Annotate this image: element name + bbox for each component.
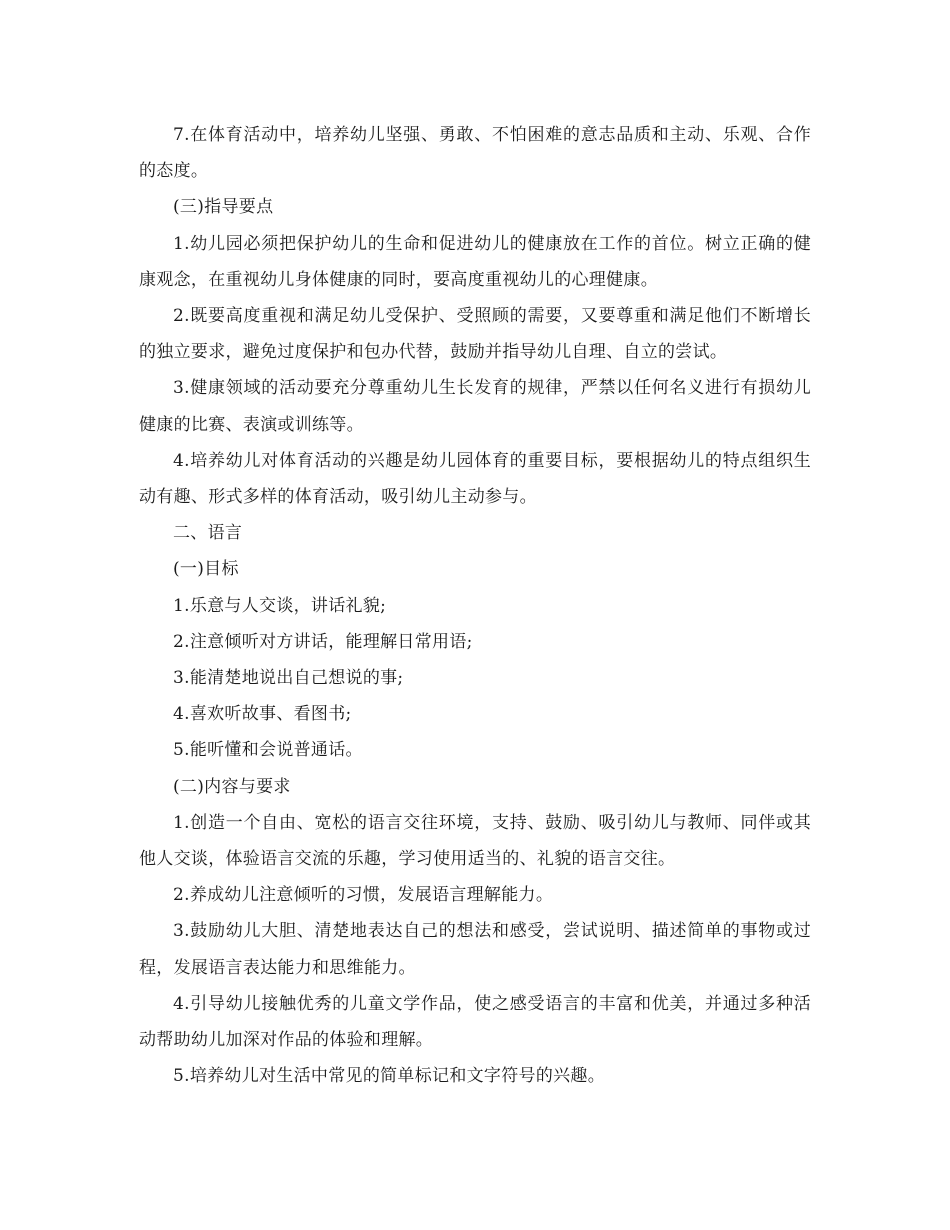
paragraph-goal-1: 1.乐意与人交谈，讲话礼貌; [173, 595, 387, 616]
document-body [139, 117, 811, 1094]
paragraph-goal-2: 2.注意倾听对方讲话，能理解日常用语; [173, 631, 473, 652]
paragraph-guidance-3: 3.健康领域的活动要充分尊重幼儿生长发育的规律，严禁以任何名义进行有损幼儿健康的比赛、表演或训练等。 [139, 378, 811, 435]
section-heading-guidance: (三)指导要点 [173, 197, 274, 218]
section-heading-goals: (一)目标 [173, 559, 239, 580]
paragraph-goal-3: 3.能清楚地说出自己想说的事; [173, 668, 404, 689]
paragraph-goal-7: 7.在体育活动中，培养幼儿坚强、勇敢、不怕困难的意志品质和主动、乐观、合作的态度。 [139, 125, 811, 182]
section-heading-content: (二)内容与要求 [173, 776, 291, 797]
paragraph-content-2: 2.养成幼儿注意倾听的习惯，发展语言理解能力。 [173, 885, 554, 906]
paragraph-guidance-1: 1.幼儿园必须把保护幼儿的生命和促进幼儿的健康放在工作的首位。树立正确的健康观念，在重视幼儿身体健康的同时，要高度重视幼儿的心理健康。 [139, 233, 811, 290]
paragraph-guidance-4: 4.培养幼儿对体育活动的兴趣是幼儿园体育的重要目标，要根据幼儿的特点组织生动有趣、形式多样的体育活动，吸引幼儿主动参与。 [139, 450, 811, 508]
paragraph-goal-5: 5.能听懂和会说普通话。 [173, 740, 363, 761]
paragraph-content-3: 3.鼓励幼儿大胆、清楚地表达自己的想法和感受，尝试说明、描述简单的事物或过程，发展语言表达能力和思维能力。 [139, 921, 811, 978]
paragraph-content-5: 5.培养幼儿对生活中常见的简单标记和文字符号的兴趣。 [173, 1066, 606, 1087]
chapter-heading-language: 二、语言 [173, 523, 243, 544]
paragraph-content-1: 1.创造一个自由、宽松的语言交往环境，支持、鼓励、吸引幼儿与教师、同伴或其他人交谈，体验语言交流的乐趣，学习使用适当的、礼貌的语言交往。 [139, 812, 811, 870]
paragraph-guidance-2: 2.既要高度重视和满足幼儿受保护、受照顾的需要，又要尊重和满足他们不断增长的独立要求，避免过度保护和包办代替，鼓励并指导幼儿自理、自立的尝试。 [139, 306, 811, 363]
paragraph-goal-4: 4.喜欢听故事、看图书; [173, 704, 352, 725]
paragraph-content-4: 4.引导幼儿接触优秀的儿童文学作品，使之感受语言的丰富和优美，并通过多种活动帮助幼儿加深对作品的体验和理解。 [139, 993, 811, 1051]
